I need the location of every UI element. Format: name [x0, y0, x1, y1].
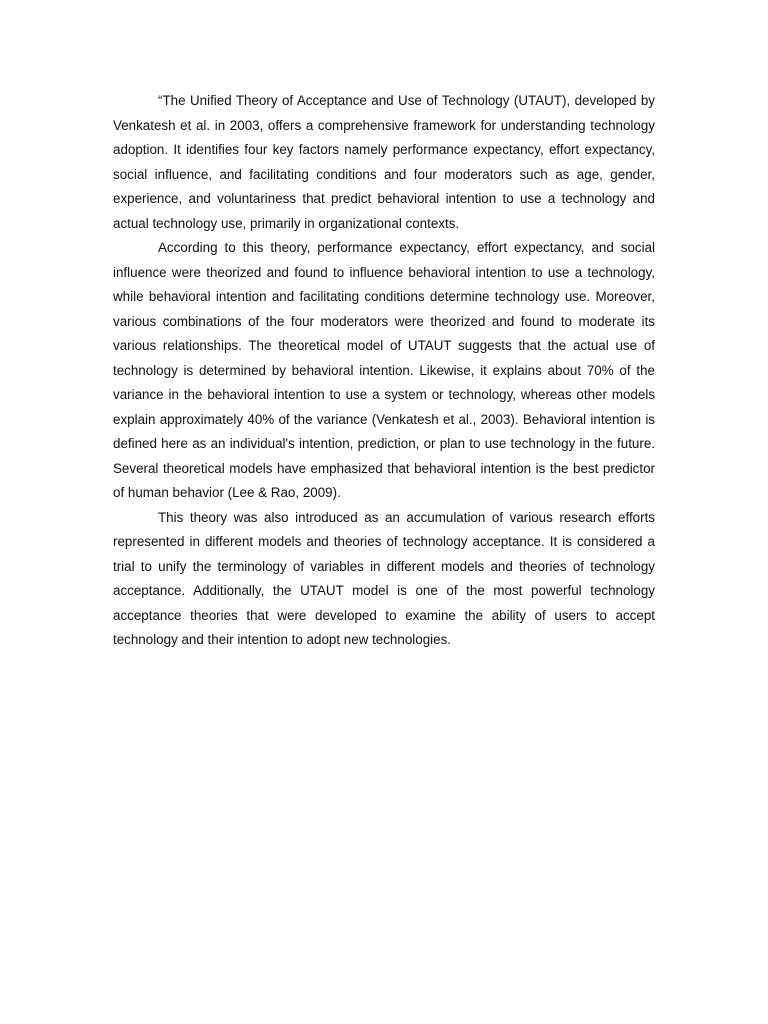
paragraph-theory-factors: According to this theory, performance expectancy, effort expectancy, and social influence were theorized and found to influence behavioral intention to use a technology, while behavioral intention and facilitating conditions determine technology use. Moreover, various combinations of the four moderators were theorized and found to moderate its various relationships. The theoretical model of UTAUT suggests that the actual use of technology is determined by behavioral intention. Likewise, it explains about 70% of the variance in the behavioral intention to use a system or technology, whereas other models explain approximately 40% of the variance (Venkatesh et al., 2003). Behavioral intention is defined here as an individual's intention, prediction, or plan to use technology in the future. Several theoretical models have emphasized that behavioral intention is the best predictor of human behavior (Lee & Rao, 2009). — [113, 240, 655, 500]
paragraph-utaut-intro: “The Unified Theory of Acceptance and Use of Technology (UTAUT), developed by Venkatesh et al. in 2003, offers a comprehensive framework for understanding technology adoption. It identifies four key factors namely performance expectancy, effort expectancy, social influence, and facilitating conditions and four moderators such as age, gender, experience, and voluntariness that predict behavioral intention to use a technology and actual technology use, primarily in organizational contexts. — [113, 93, 655, 231]
paragraph-theory-accumulation: This theory was also introduced as an accumulation of various research efforts represented in different models and theories of technology acceptance. It is considered a trial to unify the terminology of variables in different models and theories of technology acceptance. Additionally, the UTAUT model is one of the most powerful technology acceptance theories that were developed to examine the ability of users to accept technology and their intention to adopt new technologies. — [113, 509, 655, 647]
document-body — [113, 89, 655, 653]
